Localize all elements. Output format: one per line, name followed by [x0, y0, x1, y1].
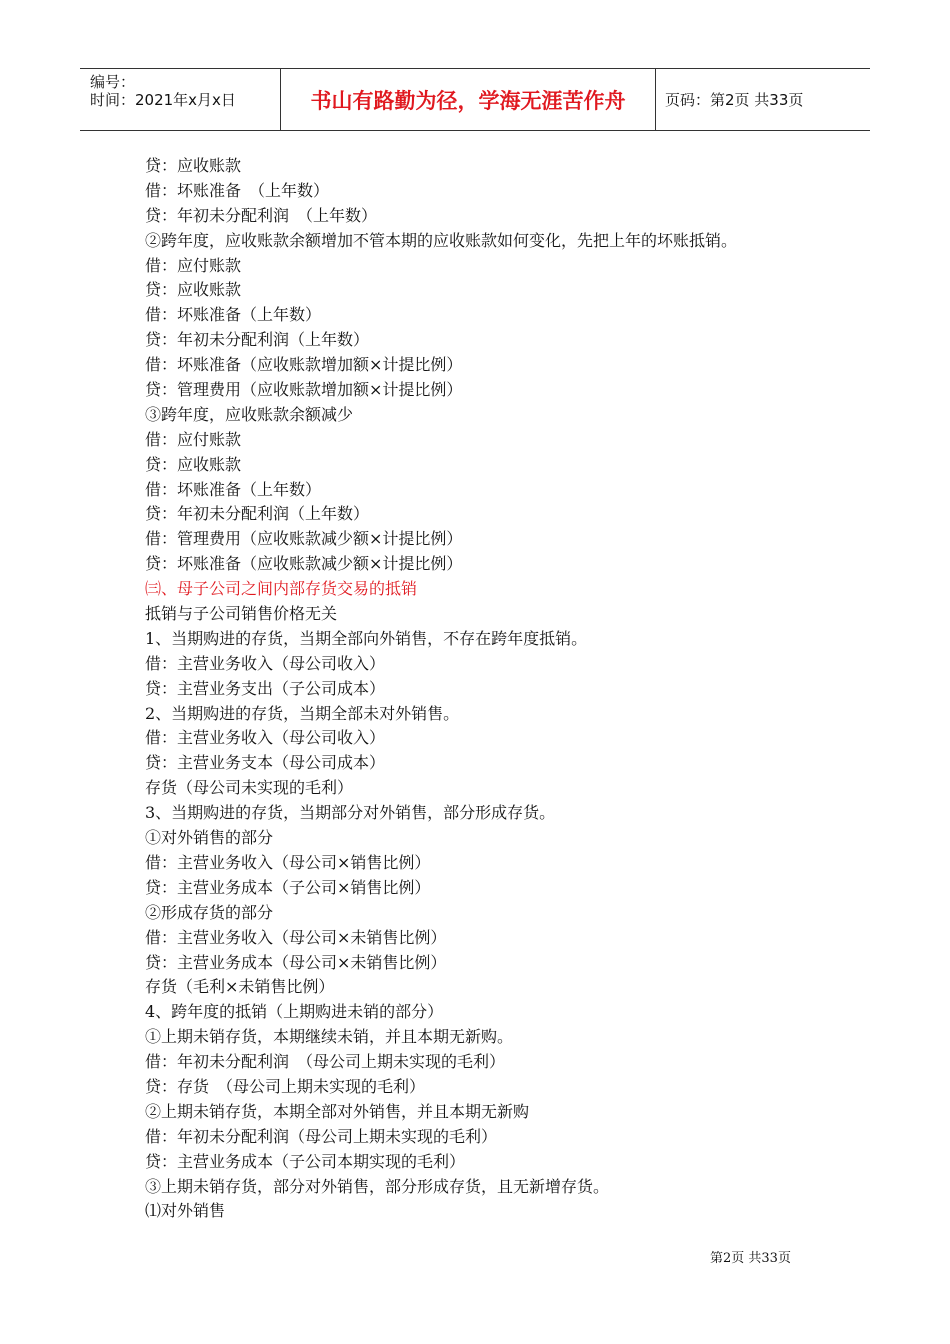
text-line: 借：坏账准备（上年数）	[145, 479, 322, 499]
page-header	[80, 68, 870, 131]
text-line: 贷：主营业务成本（母公司×未销售比例）	[145, 952, 447, 972]
text-line: 贷：坏账准备（应收账款减少额×计提比例）	[145, 554, 463, 574]
text-line: ②跨年度，应收账款余额增加不管本期的应收账款如何变化，先把上年的坏账抵销。	[145, 230, 738, 250]
text-line: 贷：管理费用（应收账款增加额×计提比例）	[145, 380, 463, 400]
text-line: ⑴对外销售	[145, 1201, 226, 1221]
text-line: 借：坏账准备（上年数）	[145, 305, 322, 325]
text-line: 贷：年初未分配利润（上年数）	[145, 330, 370, 350]
text-line: 借：应付账款	[145, 255, 242, 275]
text-line: 贷：主营业务支本（母公司成本）	[145, 753, 386, 773]
document-body	[145, 154, 845, 1224]
text-line: 贷：应收账款	[145, 156, 242, 175]
text-line: 贷：年初未分配利润（上年数）	[145, 504, 370, 524]
text-line: 贷：主营业务成本（子公司×销售比例）	[145, 877, 431, 897]
text-line: 借：年初未分配利润（母公司上期未实现的毛利）	[145, 1126, 498, 1146]
header-page-number: 页码：第2页 共33页	[665, 91, 804, 109]
header-motto: 书山有路勤为径，学海无涯苦作舟	[310, 88, 626, 113]
text-line: 存货（母公司未实现的毛利）	[145, 778, 354, 798]
text-line: 借：管理费用（应收账款减少额×计提比例）	[145, 529, 463, 549]
text-line: 借：坏账准备 （上年数）	[145, 180, 330, 200]
header-motto-cell	[280, 69, 656, 130]
text-line: 抵销与子公司销售价格无关	[145, 604, 338, 624]
text-line: 借：应付账款	[145, 429, 242, 449]
text-line: ①对外销售的部分	[145, 828, 274, 848]
text-line: 1、当期购进的存货，当期全部向外销售，不存在跨年度抵销。	[145, 628, 588, 648]
text-line: 3、当期购进的存货，当期部分对外销售，部分形成存货。	[145, 803, 556, 823]
text-line: ③跨年度，应收账款余额减少	[145, 404, 354, 424]
text-line: 贷：存货 （母公司上期未实现的毛利）	[145, 1076, 426, 1096]
text-line: ②形成存货的部分	[145, 902, 274, 922]
text-line: 借：主营业务收入（母公司收入）	[145, 728, 386, 748]
text-line: 贷：主营业务支出（子公司成本）	[145, 678, 386, 698]
text-line: 借：主营业务收入（母公司×销售比例）	[145, 852, 431, 872]
doc-time-label: 时间：2021年x月x日	[90, 91, 236, 109]
header-page-cell	[655, 69, 870, 130]
text-line: 借：坏账准备（应收账款增加额×计提比例）	[145, 355, 463, 375]
text-line: 贷：年初未分配利润 （上年数）	[145, 205, 378, 225]
text-line: 4、跨年度的抵销（上期购进未销的部分）	[145, 1002, 444, 1022]
footer-page-number: 第2页 共33页	[710, 1251, 791, 1266]
text-line: ②上期未销存货，本期全部对外销售，并且本期无新购	[145, 1101, 530, 1121]
text-line: 贷：应收账款	[145, 280, 242, 300]
text-line: 借：主营业务收入（母公司×未销售比例）	[145, 927, 447, 947]
text-line: ③上期未销存货，部分对外销售，部分形成存货，且无新增存货。	[145, 1176, 610, 1196]
text-line: ①上期未销存货，本期继续未销，并且本期无新购。	[145, 1027, 514, 1047]
text-line: 存货（毛利×未销售比例）	[145, 977, 335, 997]
text-line: 贷：主营业务成本（子公司本期实现的毛利）	[145, 1151, 466, 1171]
text-line: 2、当期购进的存货，当期全部未对外销售。	[145, 703, 460, 723]
text-line: 借：主营业务收入（母公司收入）	[145, 653, 386, 673]
text-line: 借：年初未分配利润 （母公司上期未实现的毛利）	[145, 1052, 506, 1072]
text-line: 贷：应收账款	[145, 454, 242, 474]
doc-code-label: 编号：	[90, 73, 136, 91]
section-heading: ㈢、母子公司之间内部存货交易的抵销	[145, 579, 418, 599]
header-meta	[80, 69, 280, 130]
